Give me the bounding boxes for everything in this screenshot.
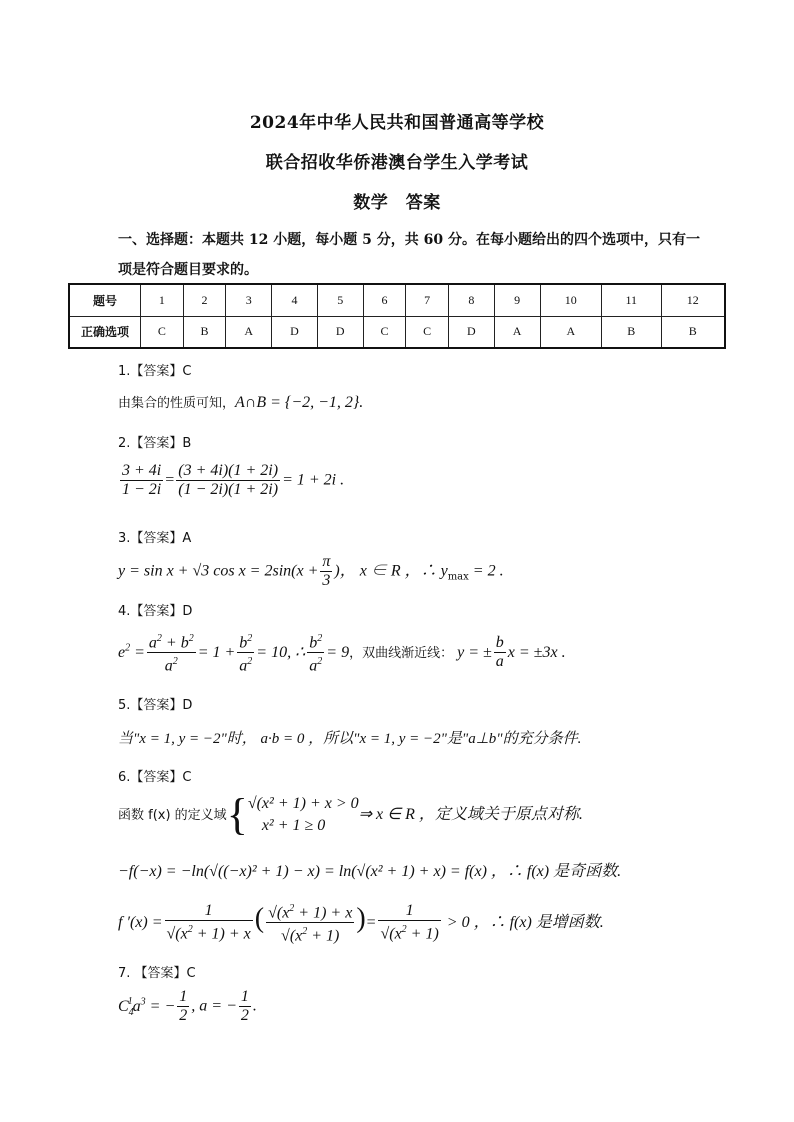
q6-increasing-line: f ′(x) = $\frac{1}{√(x^2 + 1) + x}$ ( $\frac{√(x^2 + 1) + x}{√(x^2 + 1)}$ )= $\frac{1}{√(x^2 + 1)}$ > 0 ，∴ f(x) 是增函数. (118, 900, 604, 946)
q1-label: 1.【答案】C (118, 364, 192, 379)
row-label-answer: 正确选项 (69, 316, 141, 348)
exam-title-line1: 2024年中华人民共和国普通高等学校 (249, 113, 545, 133)
table-cell: D (448, 316, 494, 348)
table-cell: 6 (363, 284, 406, 316)
q6-domain: 函数 f(x) 的定义域{ √(x² + 1) + x > 0 x² + 1 ≥ 0 ⇒ x ∈ R ，定义域关于原点对称. (118, 790, 583, 839)
table-cell: B (602, 316, 661, 348)
table-cell: 10 (540, 284, 602, 316)
answer-table (68, 283, 726, 349)
q4-label: 4.【答案】D (118, 604, 193, 619)
q5-label: 5.【答案】D (118, 698, 193, 713)
table-cell: 4 (272, 284, 318, 316)
q7-solution: $C_4^1a^3$ = − $\frac{1}{2}$ , a = − $\frac{1}{2}$ . (118, 988, 257, 1024)
exam-subject-title: 数学 答案 (353, 193, 441, 213)
table-cell: 8 (448, 284, 494, 316)
table-cell: B (661, 316, 725, 348)
q7-label: 7. 【答案】C (118, 966, 196, 981)
table-cell: 2 (183, 284, 226, 316)
table-cell: A (226, 316, 272, 348)
q1-formula: A∩B = {−2, −1, 2}. (235, 394, 364, 411)
table-cell: A (540, 316, 602, 348)
q2-fraction-1: $\frac{3 + 4i}{1 - 2i}$ (122, 462, 162, 498)
q1-text: 由集合的性质可知， (118, 396, 236, 411)
table-cell: 11 (602, 284, 661, 316)
table-cell: 9 (494, 284, 540, 316)
q3-label: 3.【答案】A (118, 531, 192, 546)
q3-pi-fraction: $\frac{\pi}{3}$ (322, 553, 331, 589)
exam-title-line2: 联合招收华侨港澳台学生入学考试 (265, 153, 529, 173)
table-cell: 7 (406, 284, 449, 316)
table-cell: C (141, 316, 184, 348)
q2-solution: $\frac{3 + 4i}{1 - 2i}$ = $\frac{(3 + 4i)(1 + 2i)}{(1 - 2i)(1 + 2i)}$ = 1 + 2i . (122, 462, 345, 498)
answer-table-row-numbers (69, 284, 725, 316)
q4-solution: $e^2$ = $\frac{a^2 + b^2}{a^2}$ = 1 + $\frac{b^2}{a^2}$ = 10, ∴ $\frac{b^2}{a^2}$ = 9，双曲线渐近线： y = ± $\frac{b}{a}$ x = ±3x . (118, 630, 566, 676)
table-cell: 1 (141, 284, 184, 316)
q1-solution (118, 392, 363, 412)
row-label-number: 题号 (69, 284, 141, 316)
table-cell: B (183, 316, 226, 348)
q5-solution: 当"x = 1, y = −2"时， a·b = 0 ，所以"x = 1, y = −2"是"a⊥b"的充分条件. (118, 731, 582, 747)
section-heading-line2: 项是符合题目要求的。 (118, 262, 258, 278)
table-cell: D (272, 316, 318, 348)
table-cell: C (406, 316, 449, 348)
q6-odd-line: −f(−x) = −ln(√((−x)² + 1) − x) = ln(√(x² + 1) + x) = f(x) ，∴ f(x) 是奇函数. (118, 863, 622, 880)
section-heading-line1: 一、选择题：本题共 12 小题，每小题 5 分，共 60 分。在每小题给出的四个选项中，只有一 (118, 232, 700, 248)
table-cell: D (317, 316, 363, 348)
q2-fraction-2: $\frac{(3 + 4i)(1 + 2i)}{(1 - 2i)(1 + 2i)}$ (178, 462, 279, 498)
table-cell: 5 (317, 284, 363, 316)
table-cell: C (363, 316, 406, 348)
table-cell: 12 (661, 284, 725, 316)
answer-table-row-answers (69, 316, 725, 348)
table-cell: 3 (226, 284, 272, 316)
q2-result: = 1 + 2i . (282, 471, 345, 489)
q6-label: 6.【答案】C (118, 770, 192, 785)
q3-solution: y = sin x + √3 cos x = 2sin(x + $\frac{\pi}{3}$ )， x ∈ R ，∴ $y_{max} = 2$ . (118, 553, 504, 589)
q2-label: 2.【答案】B (118, 436, 192, 451)
table-cell: A (494, 316, 540, 348)
